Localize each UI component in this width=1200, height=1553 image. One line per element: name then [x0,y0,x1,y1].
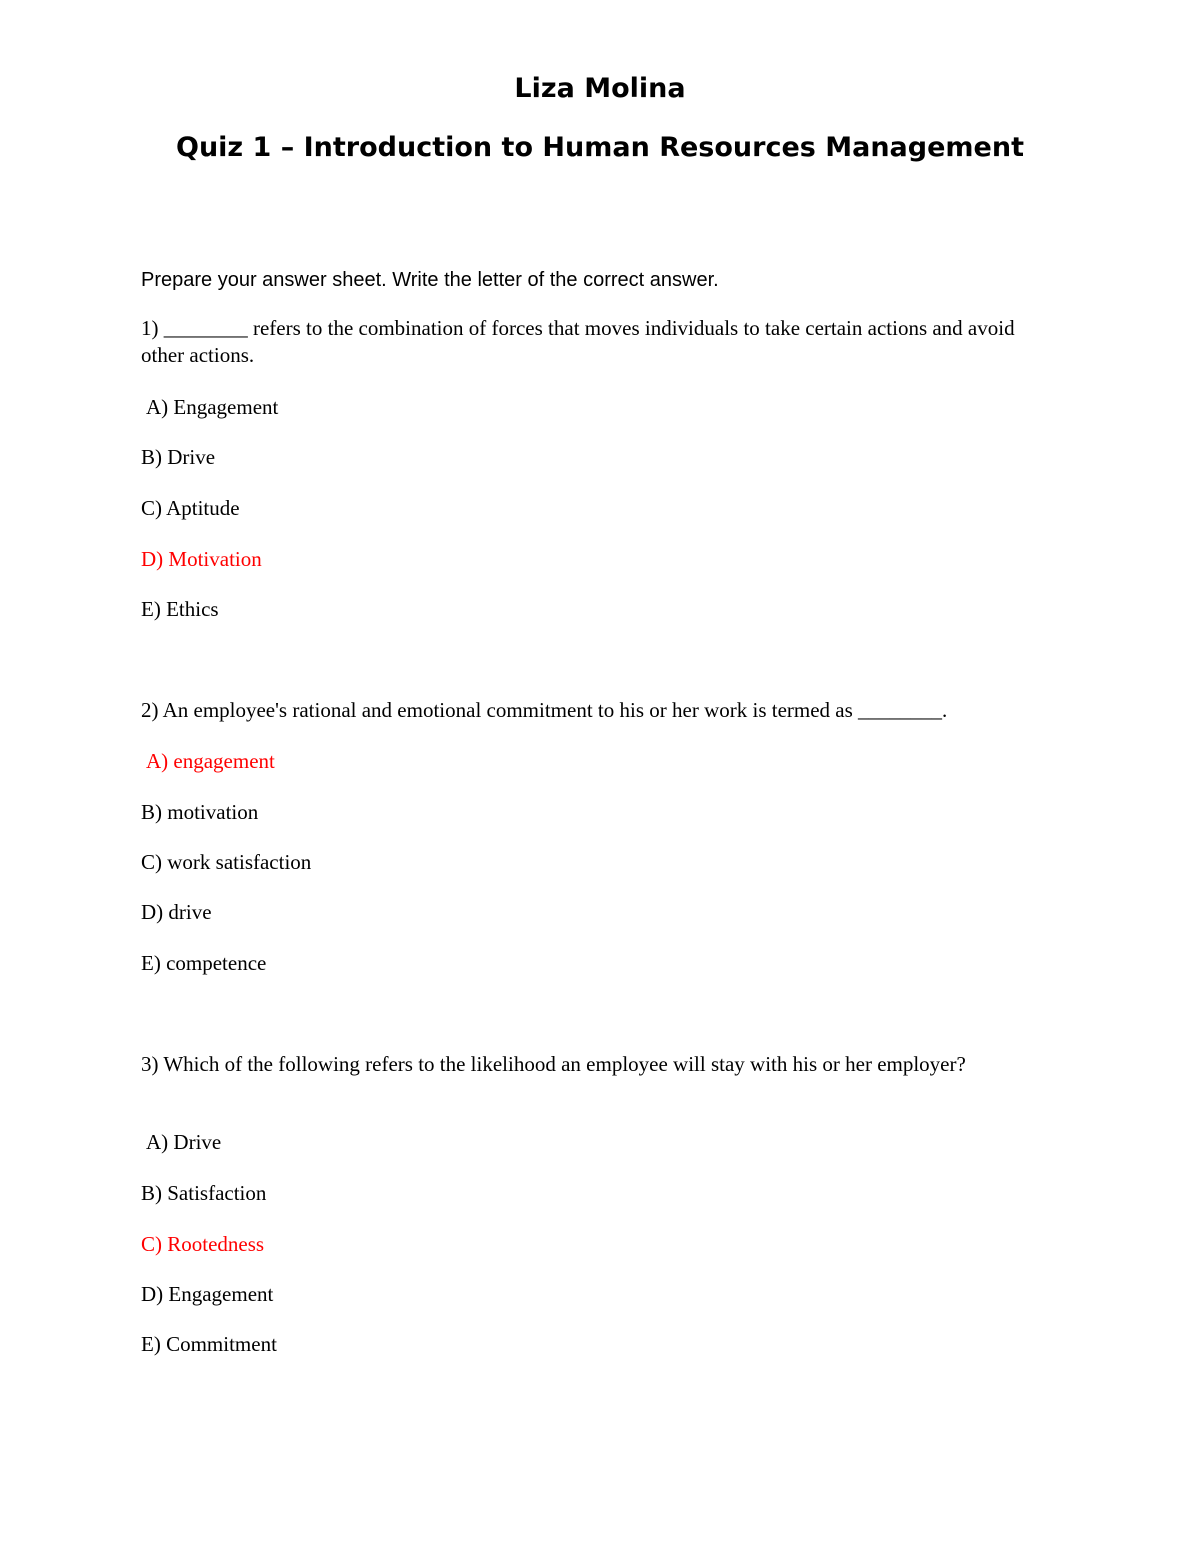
question-2-option-d: D) drive [141,900,212,924]
question-2-text: 2) An employee's rational and emotional commitment to his or her work is termed as ________. [141,698,948,722]
question-2-option-a-correct: A) engagement [146,749,275,773]
question-3-text: 3) Which of the following refers to the likelihood an employee will stay with his or her employer? [141,1052,966,1076]
question-1-option-e: E) Ethics [141,597,219,621]
question-1-option-c: C) Aptitude [141,496,240,520]
quiz-title: Quiz 1 – Introduction to Human Resources Management [176,132,1024,163]
question-2-option-b: B) motivation [141,800,259,824]
question-1-option-d-correct: D) Motivation [141,547,262,571]
question-3-option-d: D) Engagement [141,1282,274,1306]
question-3-option-b: B) Satisfaction [141,1181,267,1205]
question-1-text: 1) ________ refers to the combination of forces that moves individuals to take certain actions and avoid other actions. [141,316,1015,367]
question-2-option-e: E) competence [141,951,267,975]
question-3-option-c-correct: C) Rootedness [141,1232,265,1256]
question-2-option-c: C) work satisfaction [141,850,312,874]
question-3-option-e: E) Commitment [141,1332,277,1356]
question-1-option-a: A) Engagement [146,395,279,419]
question-1-option-b: B) Drive [141,445,216,469]
author-name: Liza Molina [514,73,686,104]
question-3-option-a: A) Drive [146,1130,222,1154]
instructions-text: Prepare your answer sheet. Write the letter of the correct answer. [141,269,719,291]
